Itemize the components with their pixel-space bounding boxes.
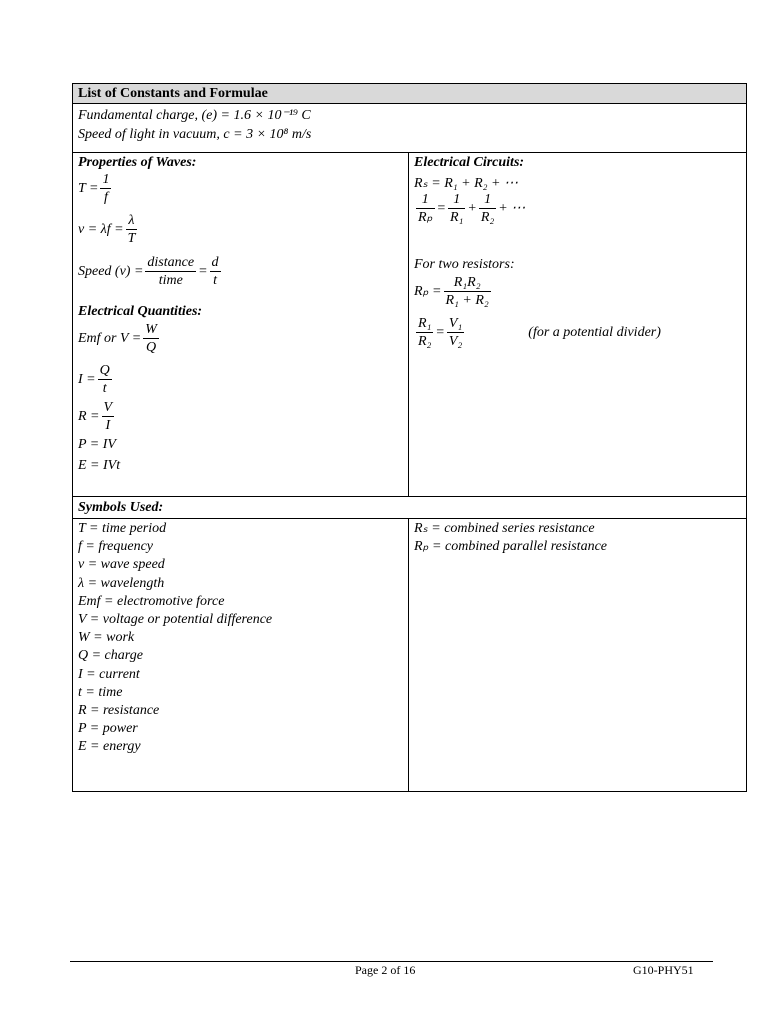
two-resistors-label: For two resistors: [414,257,515,272]
symbol-item: V = voltage or potential difference [78,612,273,628]
waves-column [73,153,409,496]
two-resistors-formula: Rₚ = $\frac{\text{R₁R₂}}{\text{R₁ + R₂}}$ [414,275,489,308]
parallel-formula: $\frac{1}{\text{Rₚ}}$ = $\frac{1}{\text{R₁}}$ + $\frac{1}{\text{R₂}}$ + ⋯ [418,192,526,225]
symbols-heading: Symbols Used: [73,497,746,519]
symbol-item: T = time period [78,521,167,536]
current-formula: I = $\frac{Q}{t}$ [78,363,110,396]
formula-sheet [72,83,747,792]
emf-formula: Emf or V = $\frac{W}{Q}$ [78,322,157,355]
resistance-formula: R = $\frac{V}{I}$ [78,400,113,433]
waves-heading: Properties of Waves: [78,155,197,170]
quantities-heading: Electrical Quantities: [78,304,203,319]
symbol-item: P = power [78,721,138,737]
circuits-heading: Electrical Circuits: [414,155,525,170]
page-number: Page 2 of 16 [355,963,416,977]
symbol-item: f = frequency [78,539,154,555]
wave-speed-formula: v = λf = $\frac{\lambda}{T}$ [78,213,136,246]
series-formula: Rₛ = R₁ + R₂ + ⋯ [414,176,518,191]
divider-note: (for a potential divider) [528,324,661,340]
constant-charge: Fundamental charge, (e) = 1.6 × 10⁻¹⁹ C [78,108,311,123]
constant-light: Speed of light in vacuum, c = 3 × 10⁸ m/s [78,127,312,142]
symbol-item: E = energy [78,739,141,755]
symbol-item: t = time [78,684,123,700]
constants-block [73,104,746,153]
symbol-item: W = work [78,630,135,646]
speed-distance-formula: Speed (v) = $\frac{\text{distance}}{\text{time}}$ = $\frac{d}{t}$ [78,255,219,288]
symbol-item: Rₛ = combined series resistance [414,521,595,536]
symbols-row [73,519,746,791]
symbol-item: R = resistance [78,703,160,719]
symbols-right-column [409,519,746,791]
symbols-left-list [73,519,408,758]
symbols-left-column [73,519,409,791]
symbol-item: v = wave speed [78,557,165,573]
symbol-item: Emf = electromotive force [78,593,225,609]
sheet-title: List of Constants and Formulae [73,84,746,104]
symbol-item: λ = wavelength [78,575,165,591]
energy-formula: E = IVt [78,458,121,473]
period-formula: T = $\frac{1}{f}$ [78,172,110,205]
divider-formula: $\frac{\text{R₁}}{\text{R₂}}$ = $\frac{\text{V₁}}{\text{V₂}}$ (for a potential divider) [418,316,661,349]
symbol-item: I = current [78,666,140,682]
footer-rule [70,961,713,962]
power-formula: P = IV [78,437,116,452]
formulas-row [73,153,746,497]
document-code: G10-PHY51 [633,963,694,977]
symbol-item: Q = charge [78,648,143,664]
symbols-right-list [409,519,746,557]
circuits-column [409,153,746,496]
symbol-item: Rₚ = combined parallel resistance [414,539,607,555]
